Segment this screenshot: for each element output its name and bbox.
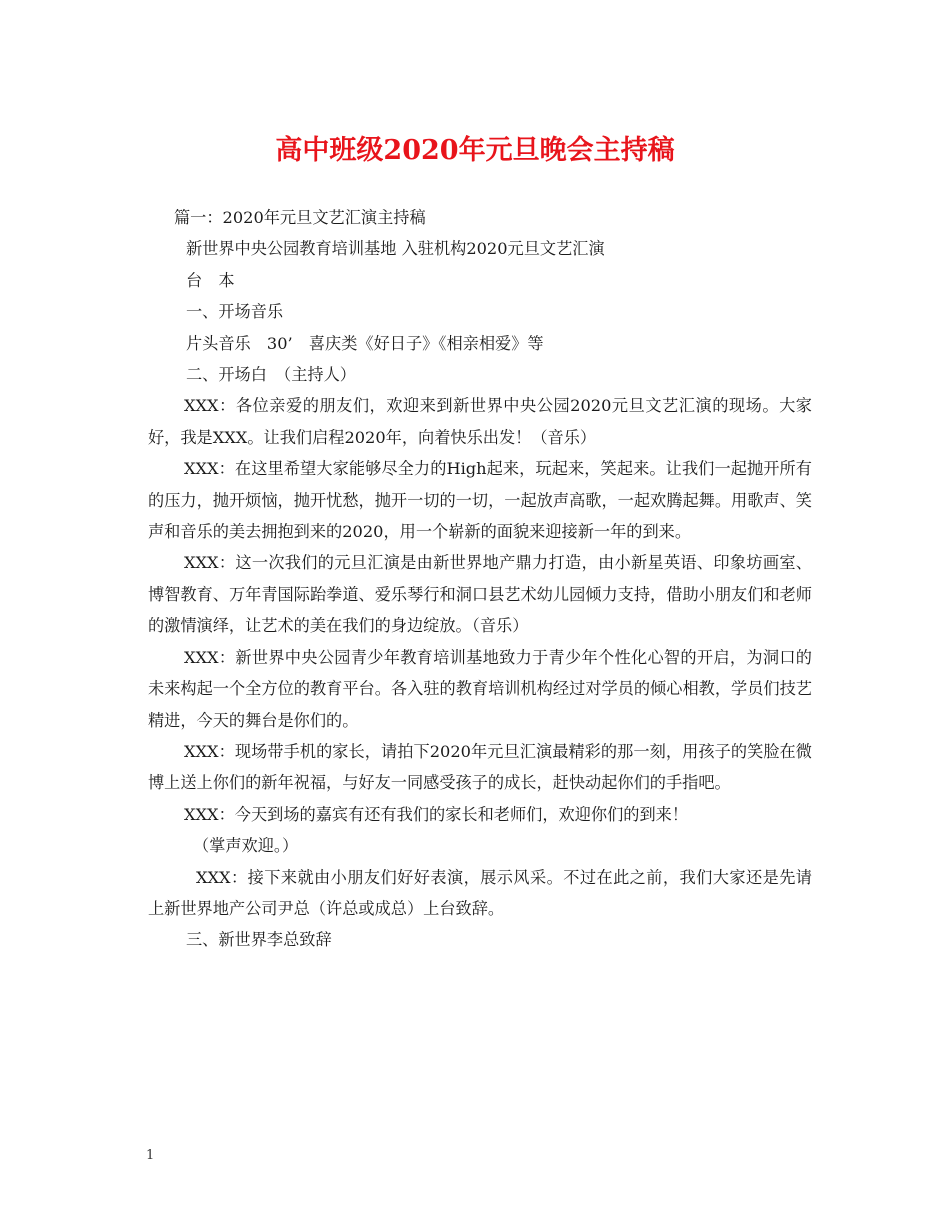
host-paragraph-4: XXX：新世界中央公园青少年教育培训基地致力于青少年个性化心智的开启，为洞口的未来构起一个全方位的教育平台。各入驻的教育培训机构经过对学员的倾心相教，学员们技艺精进，今天的舞台是你们的。 <box>148 647 812 730</box>
host-paragraph-7: XXX：接下来就由小朋友们好好表演，展示风采。不过在此之前，我们大家还是先请上新世界地产公司尹总（许总或成总）上台致辞。 <box>148 867 812 918</box>
section-heading-opening-music: 一、开场音乐 <box>186 302 284 322</box>
host-paragraph-3: XXX：这一次我们的元旦汇演是由新世界地产鼎力打造，由小新星英语、印象坊画室、博智教育、万年青国际跆拳道、爱乐琴行和洞口县艺术幼儿园倾力支持，借助小朋友们和老师的激情演绎，让艺术的美在我们的身边绽放。（音乐） <box>148 553 812 636</box>
host-paragraph-2: XXX：在这里希望大家能够尽全力的High起来，玩起来，笑起来。让我们一起抛开所有的压力，抛开烦恼，抛开忧愁，抛开一切的一切，一起放声高歌，一起欢腾起舞。用歌声、笑声和音乐的美去拥抱到来的2020，用一个崭新的面貌来迎接新一年的到来。 <box>148 459 812 542</box>
applause-note: （掌声欢迎。） <box>193 836 299 856</box>
section-heading-opening-remarks: 二、开场白 （主持人） <box>186 365 356 385</box>
event-subtitle: 新世界中央公园教育培训基地 入驻机构2020元旦文艺汇演 <box>186 239 605 259</box>
page-number: 1 <box>146 1148 155 1163</box>
document-body <box>148 202 812 956</box>
opening-music-detail: 片头音乐 30’ 喜庆类《好日子》《相亲相爱》等 <box>186 333 544 353</box>
section-heading-speech: 三、新世界李总致辞 <box>186 930 332 950</box>
section-heading-part-one: 篇一：2020年元旦文艺汇演主持稿 <box>174 208 426 227</box>
script-label: 台 本 <box>186 270 235 290</box>
host-paragraph-5: XXX：现场带手机的家长，请拍下2020年元旦汇演最精彩的那一刻，用孩子的笑脸在微博上送上你们的新年祝福，与好友一同感受孩子的成长，赶快动起你们的手指吧。 <box>148 741 812 793</box>
document-title: 高中班级2020年元旦晚会主持稿 <box>275 135 675 166</box>
host-paragraph-6: XXX：今天到场的嘉宾有还有我们的家长和老师们，欢迎你们的到来！ <box>184 804 689 824</box>
host-paragraph-1: XXX：各位亲爱的朋友们，欢迎来到新世界中央公园2020元旦文艺汇演的现场。大家好，我是XXX。让我们启程2020年，向着快乐出发！（音乐） <box>148 396 812 447</box>
